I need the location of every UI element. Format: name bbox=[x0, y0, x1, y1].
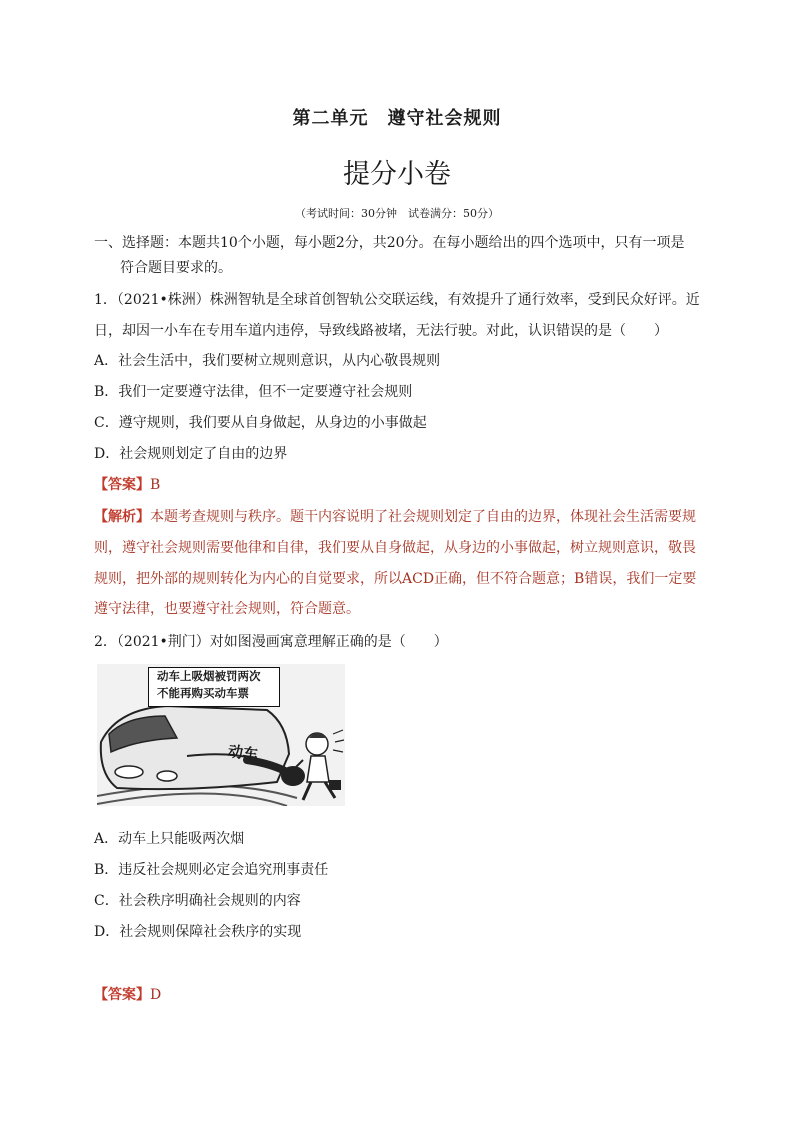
section-instruction-line1: 一、选择题：本题共10个小题，每小题2分，共20分。在每小题给出的四个选项中，只有一项是 bbox=[94, 235, 685, 251]
exam-info: （考试时间：30分钟 试卷满分：50分） bbox=[295, 207, 499, 220]
unit-title: 第二单元 遵守社会规则 bbox=[292, 108, 502, 129]
train-headlight bbox=[157, 771, 177, 781]
train-label: 动车 bbox=[226, 741, 260, 764]
q2-answer bbox=[94, 984, 161, 1004]
answer-label: 【答案】 bbox=[94, 987, 150, 1003]
cartoon-caption bbox=[148, 667, 280, 707]
q2-option-b: B．违反社会规则必定会追究刑事责任 bbox=[94, 862, 329, 878]
answer-label: 【答案】 bbox=[94, 477, 150, 493]
q2-option-a: A．动车上只能吸两次烟 bbox=[94, 831, 245, 847]
q1-analysis-line3: 规则，把外部的规则转化为内心的自觉要求，所以ACD正确，但不符合题意；B错误，我们一定要 bbox=[94, 571, 697, 587]
q1-analysis-line2: 则，遵守社会规则需要他律和自律，我们要从自身做起，从身边的小事做起，树立规则意识，敬畏 bbox=[94, 540, 696, 556]
q1-analysis-line1 bbox=[94, 506, 696, 526]
q1-analysis-line4: 遵守法律，也要遵守社会规则，符合题意。 bbox=[94, 601, 360, 617]
cartoon-caption-line2: 不能再购买动车票 bbox=[157, 686, 249, 700]
q1-option-c: C．遵守规则，我们要从自身做起，从身边的小事做起 bbox=[94, 415, 427, 431]
section-instruction-line2: 符合题目要求的。 bbox=[120, 260, 232, 276]
analysis-label: 【解析】 bbox=[94, 509, 150, 525]
answer-value: D bbox=[150, 987, 162, 1003]
q1-stem-line1: 1．（2021•株洲）株洲智轨是全球首创智轨公交联运线，有效提升了通行效率，受到民众好评。近 bbox=[94, 292, 700, 308]
analysis-text: 本题考查规则与秩序。题干内容说明了社会规则划定了自由的边界，体现社会生活需要规 bbox=[150, 509, 696, 525]
q1-option-a: A．社会生活中，我们要树立规则意识，从内心敬畏规则 bbox=[94, 353, 441, 369]
q2-option-d: D．社会规则保障社会秩序的实现 bbox=[94, 924, 302, 940]
person-suitcase bbox=[329, 780, 341, 790]
page-title: 提分小卷 bbox=[343, 159, 451, 190]
cartoon-caption-line1: 动车上吸烟被罚两次 bbox=[157, 669, 261, 683]
q1-option-d: D．社会规则划定了自由的边界 bbox=[94, 446, 288, 462]
q2-stem: 2．（2021•荆门）对如图漫画寓意理解正确的是（ ） bbox=[94, 634, 448, 650]
answer-value: B bbox=[150, 477, 161, 493]
q1-answer bbox=[94, 474, 160, 494]
train-headlight bbox=[115, 766, 143, 778]
q2-option-c: C．社会秩序明确社会规则的内容 bbox=[94, 893, 301, 909]
q1-option-b: B．我们一定要遵守法律，但不一定要遵守社会规则 bbox=[94, 384, 413, 400]
q1-stem-line2: 日，却因一小车在专用车道内违停，导致线路被堵，无法行驶。对此，认识错误的是（ ） bbox=[94, 323, 668, 339]
person-body bbox=[307, 756, 329, 782]
